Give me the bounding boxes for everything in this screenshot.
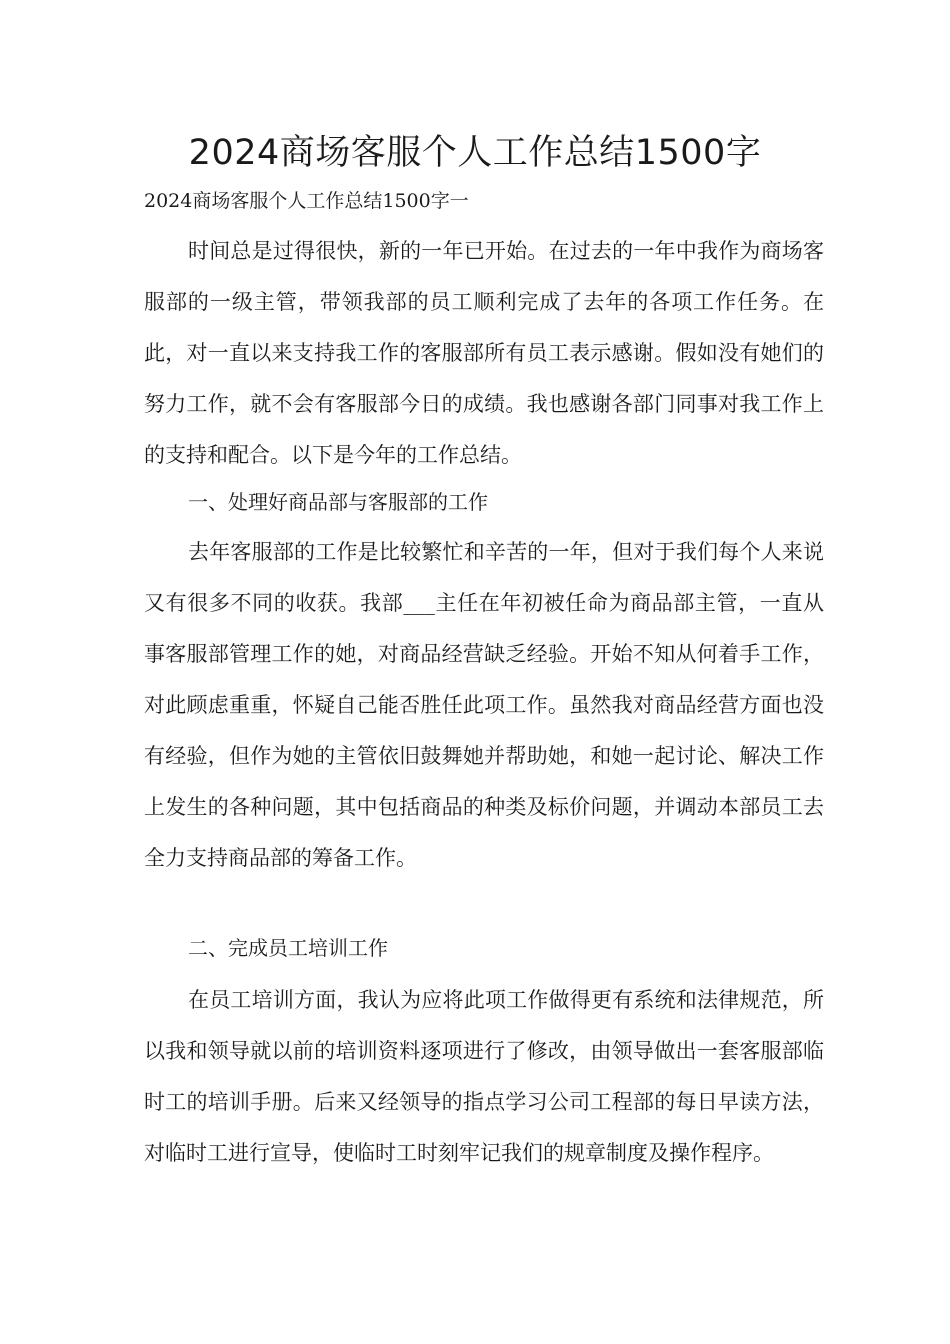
- paragraph-intro: 时间总是过得很快，新的一年已开始。在过去的一年中我作为商场客服部的一级主管，带领我部的员工顺利完成了去年的各项工作任务。在此，对一直以来支持我工作的客服部所有员工表示感谢。假如没有她们的努力工作，就不会有客服部今日的成绩。我也感谢各部门同事对我工作上的支持和配合。以下是今年的工作总结。: [144, 239, 824, 467]
- document-title: 2024商场客服个人工作总结1500字: [188, 133, 762, 173]
- document-subtitle: 2024商场客服个人工作总结1500字一: [144, 190, 469, 212]
- paragraph-section-2: 在员工培训方面，我认为应将此项工作做得更有系统和法律规范，所以我和领导就以前的培训资料逐项进行了修改，由领导做出一套客服部临时工的培训手册。后来又经领导的指点学习公司工程部的每日早读方法，对临时工进行宣导，使临时工时刻牢记我们的规章制度及操作程序。: [144, 988, 824, 1165]
- paragraph-section-1: 去年客服部的工作是比较繁忙和辛苦的一年，但对于我们每个人来说又有很多不同的收获。我部___主任在年初被任命为商品部主管，一直从事客服部管理工作的她，对商品经营缺乏经验。开始不知从何着手工作，对此顾虑重重，怀疑自己能否胜任此项工作。虽然我对商品经营方面也没有经验，但作为她的主管依旧鼓舞她并帮助她，和她一起讨论、解决工作上发生的各种问题，其中包括商品的种类及标价问题，并调动本部员工去全力支持商品部的筹备工作。: [144, 540, 824, 870]
- section-heading-1: 一、处理好商品部与客服部的工作: [188, 490, 488, 514]
- section-heading-2: 二、完成员工培训工作: [188, 936, 388, 960]
